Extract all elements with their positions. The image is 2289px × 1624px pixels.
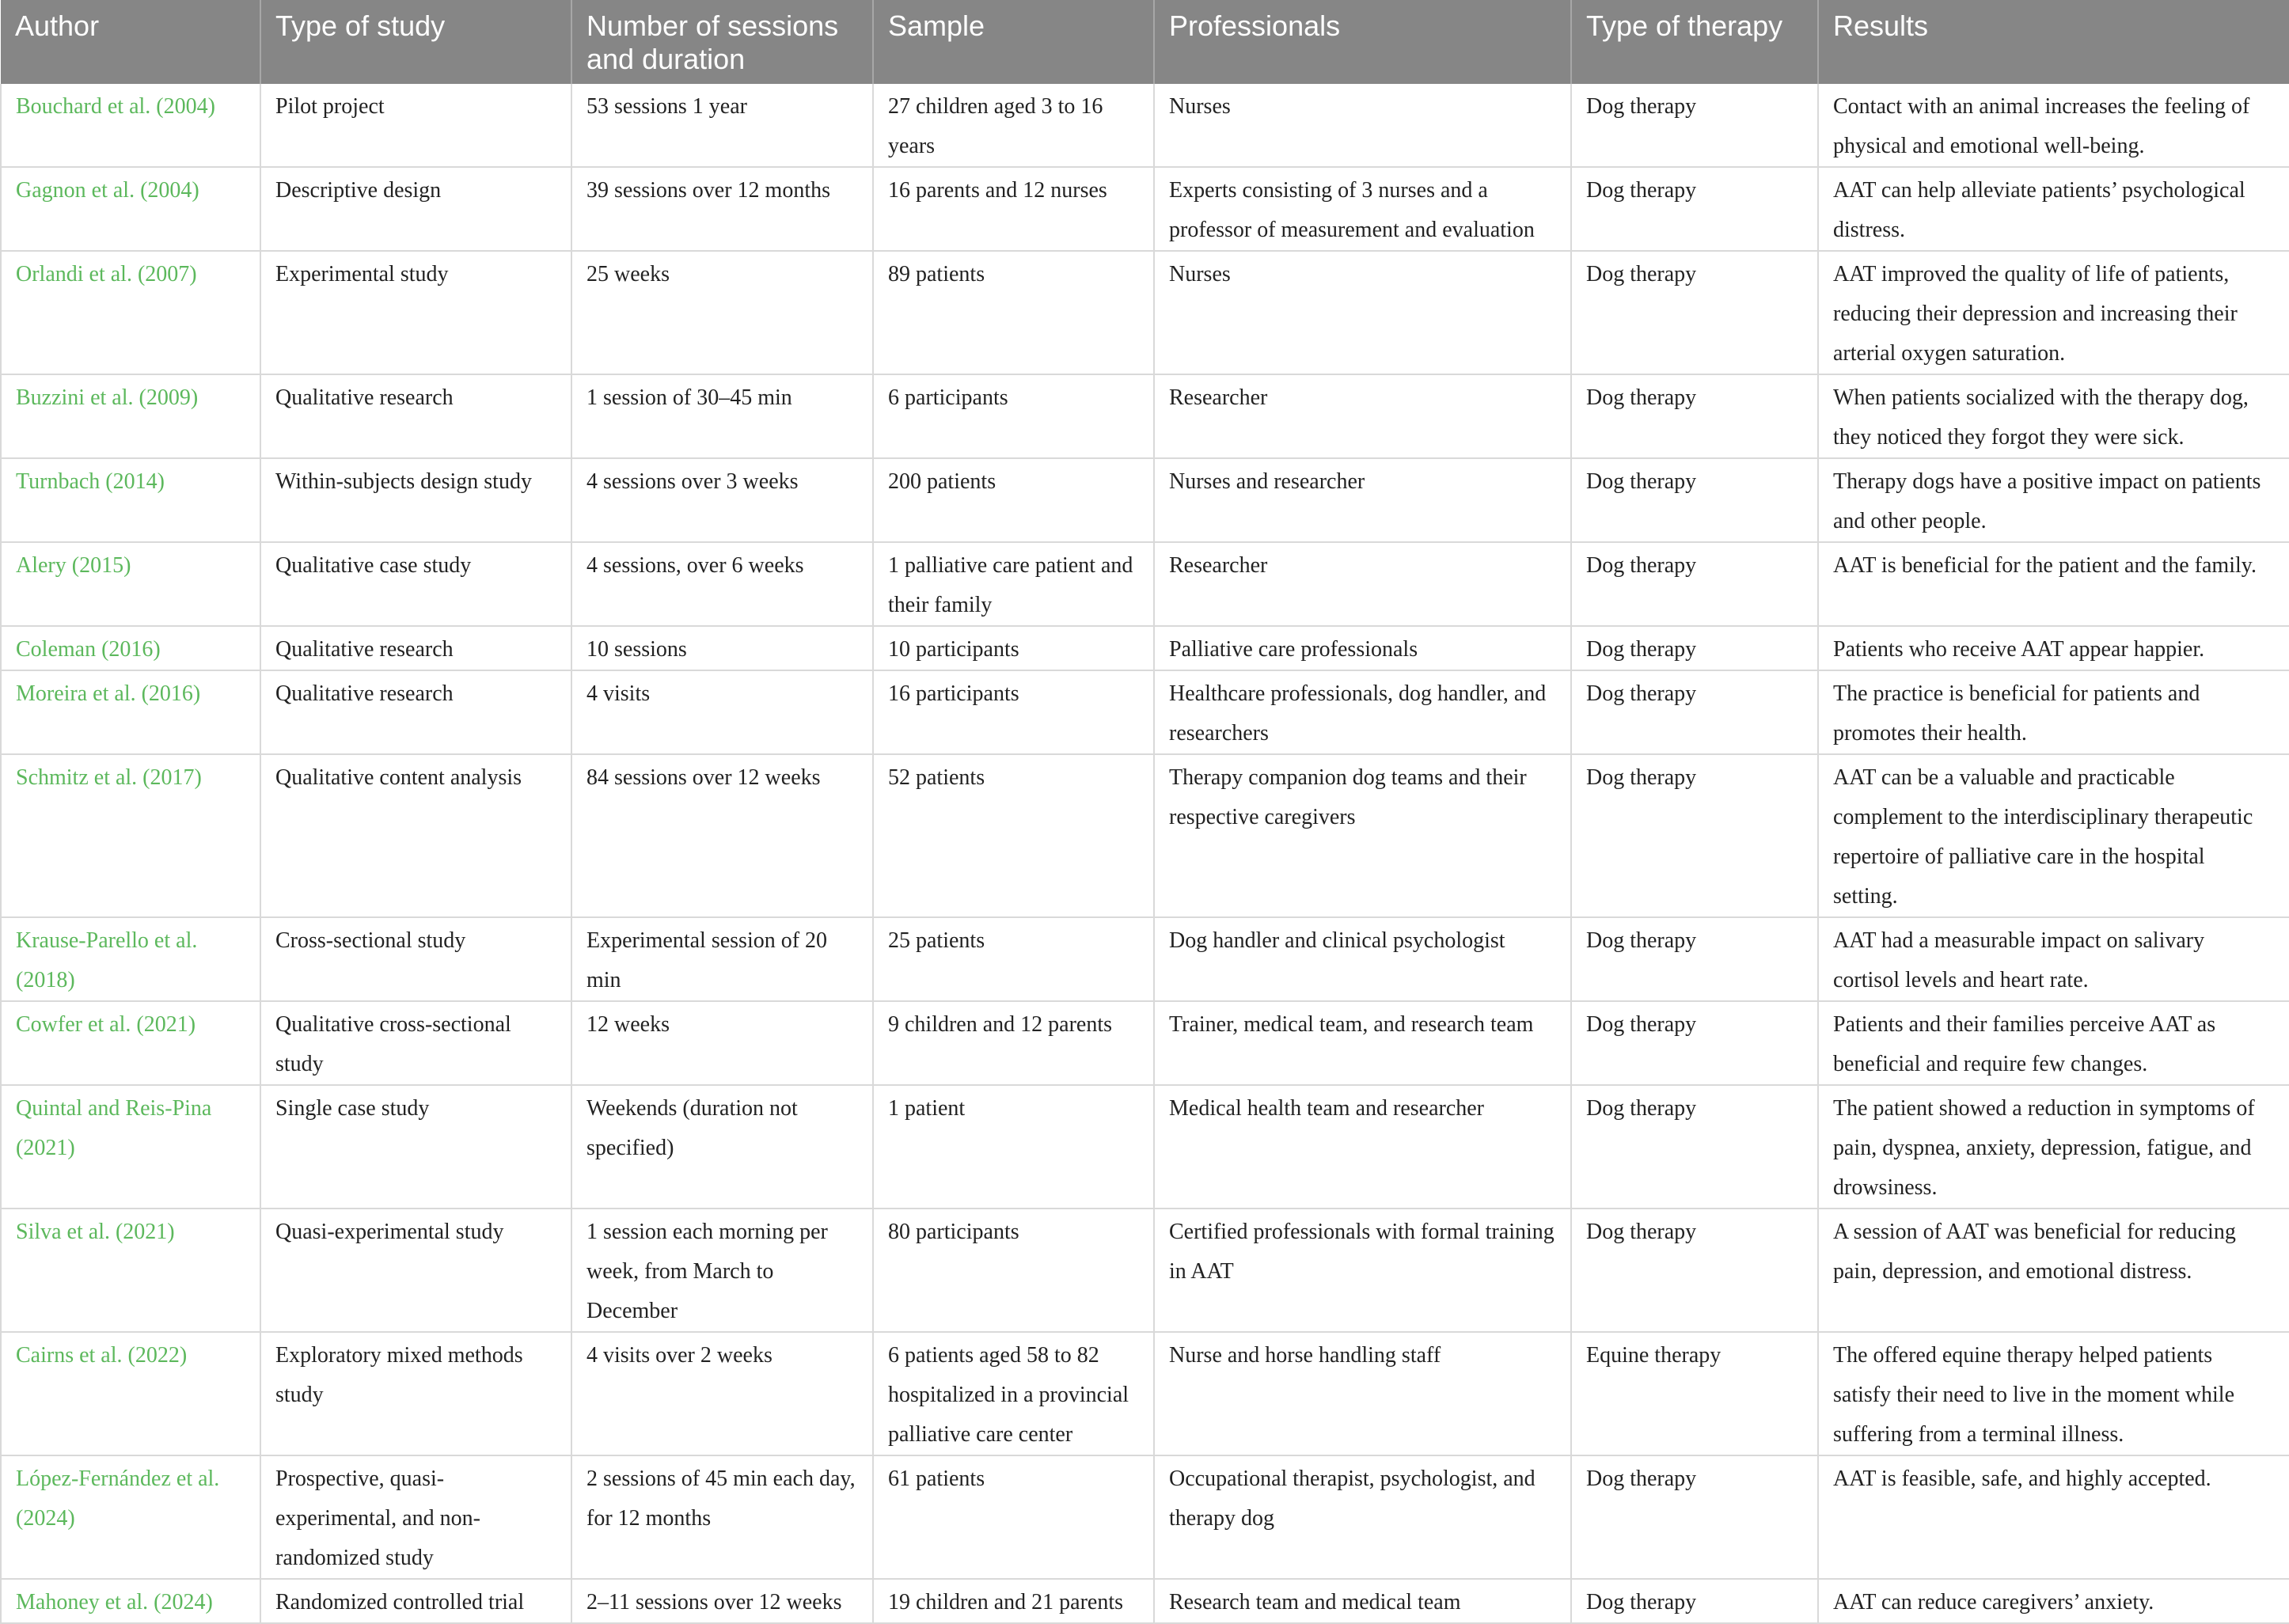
sample-cell: 52 patients (873, 754, 1154, 917)
type-of-therapy-cell: Dog therapy (1571, 167, 1818, 251)
column-header-results: Results (1818, 0, 2289, 84)
sessions-duration-cell: 12 weeks (571, 1001, 873, 1085)
type-of-study-cell: Qualitative cross-sectional study (260, 1001, 571, 1085)
table-row (1, 542, 2289, 626)
sessions-duration-cell: Weekends (duration not specified) (571, 1085, 873, 1209)
table-row (1, 754, 2289, 917)
professionals-cell: Occupational therapist, psychologist, and therapy dog (1154, 1455, 1571, 1579)
results-cell: AAT can help alleviate patients’ psychological distress. (1818, 167, 2289, 251)
results-cell: AAT can be a valuable and practicable complement to the interdisciplinary therapeutic repertoire of palliative care in the hospital setting. (1818, 754, 2289, 917)
table-row (1, 167, 2289, 251)
sample-cell: 10 participants (873, 626, 1154, 670)
results-cell: A session of AAT was beneficial for reducing pain, depression, and emotional distress. (1818, 1209, 2289, 1332)
type-of-study-cell: Qualitative research (260, 374, 571, 458)
type-of-study-cell: Experimental study (260, 251, 571, 374)
table-row (1, 626, 2289, 670)
author-cell[interactable]: Quintal and Reis-Pina (2021) (1, 1085, 260, 1209)
sessions-duration-cell: 2–11 sessions over 12 weeks (571, 1579, 873, 1623)
professionals-cell: Experts consisting of 3 nurses and a professor of measurement and evaluation (1154, 167, 1571, 251)
type-of-therapy-cell: Dog therapy (1571, 84, 1818, 167)
results-cell: Patients and their families perceive AAT as beneficial and require few changes. (1818, 1001, 2289, 1085)
results-cell: Therapy dogs have a positive impact on patients and other people. (1818, 458, 2289, 542)
sample-cell: 25 patients (873, 917, 1154, 1001)
column-header-sample: Sample (873, 0, 1154, 84)
type-of-study-cell: Qualitative research (260, 670, 571, 754)
sessions-duration-cell: 10 sessions (571, 626, 873, 670)
sample-cell: 89 patients (873, 251, 1154, 374)
author-cell[interactable]: Cowfer et al. (2021) (1, 1001, 260, 1085)
table-row (1, 1209, 2289, 1332)
professionals-cell: Trainer, medical team, and research team (1154, 1001, 1571, 1085)
type-of-therapy-cell: Dog therapy (1571, 670, 1818, 754)
sessions-duration-cell: 4 sessions, over 6 weeks (571, 542, 873, 626)
sample-cell: 1 palliative care patient and their family (873, 542, 1154, 626)
type-of-therapy-cell: Dog therapy (1571, 1001, 1818, 1085)
author-cell[interactable]: Cairns et al. (2022) (1, 1332, 260, 1455)
professionals-cell: Dog handler and clinical psychologist (1154, 917, 1571, 1001)
column-header-type-of-study: Type of study (260, 0, 571, 84)
author-cell[interactable]: Silva et al. (2021) (1, 1209, 260, 1332)
author-cell[interactable]: Buzzini et al. (2009) (1, 374, 260, 458)
author-cell[interactable]: Schmitz et al. (2017) (1, 754, 260, 917)
type-of-study-cell: Cross-sectional study (260, 917, 571, 1001)
sessions-duration-cell: 84 sessions over 12 weeks (571, 754, 873, 917)
professionals-cell: Therapy companion dog teams and their respective caregivers (1154, 754, 1571, 917)
results-cell: The practice is beneficial for patients and promotes their health. (1818, 670, 2289, 754)
type-of-therapy-cell: Dog therapy (1571, 251, 1818, 374)
table-row (1, 84, 2289, 167)
sample-cell: 6 participants (873, 374, 1154, 458)
results-cell: Patients who receive AAT appear happier. (1818, 626, 2289, 670)
professionals-cell: Healthcare professionals, dog handler, and researchers (1154, 670, 1571, 754)
type-of-study-cell: Single case study (260, 1085, 571, 1209)
table-body (1, 84, 2289, 1623)
type-of-study-cell: Within-subjects design study (260, 458, 571, 542)
sample-cell: 16 parents and 12 nurses (873, 167, 1154, 251)
author-cell[interactable]: Bouchard et al. (2004) (1, 84, 260, 167)
type-of-study-cell: Descriptive design (260, 167, 571, 251)
results-cell: The patient showed a reduction in symptoms of pain, dyspnea, anxiety, depression, fatigue, and drowsiness. (1818, 1085, 2289, 1209)
results-cell: The offered equine therapy helped patients satisfy their need to live in the moment while suffering from a terminal illness. (1818, 1332, 2289, 1455)
sample-cell: 80 participants (873, 1209, 1154, 1332)
sessions-duration-cell: 1 session of 30–45 min (571, 374, 873, 458)
type-of-therapy-cell: Dog therapy (1571, 458, 1818, 542)
table-row (1, 1001, 2289, 1085)
author-cell[interactable]: Turnbach (2014) (1, 458, 260, 542)
professionals-cell: Palliative care professionals (1154, 626, 1571, 670)
type-of-study-cell: Qualitative case study (260, 542, 571, 626)
sample-cell: 6 patients aged 58 to 82 hospitalized in a provincial palliative care center (873, 1332, 1154, 1455)
table-row (1, 917, 2289, 1001)
type-of-therapy-cell: Equine therapy (1571, 1332, 1818, 1455)
results-cell: When patients socialized with the therapy dog, they noticed they forgot they were sick. (1818, 374, 2289, 458)
professionals-cell: Researcher (1154, 374, 1571, 458)
professionals-cell: Certified professionals with formal training in AAT (1154, 1209, 1571, 1332)
table-row (1, 670, 2289, 754)
type-of-therapy-cell: Dog therapy (1571, 542, 1818, 626)
type-of-therapy-cell: Dog therapy (1571, 1209, 1818, 1332)
header-row (1, 0, 2289, 84)
sessions-duration-cell: Experimental session of 20 min (571, 917, 873, 1001)
professionals-cell: Researcher (1154, 542, 1571, 626)
sessions-duration-cell: 4 visits over 2 weeks (571, 1332, 873, 1455)
type-of-study-cell: Prospective, quasi-experimental, and non-randomized study (260, 1455, 571, 1579)
sample-cell: 16 participants (873, 670, 1154, 754)
sample-cell: 200 patients (873, 458, 1154, 542)
author-cell[interactable]: Krause-Parello et al. (2018) (1, 917, 260, 1001)
author-cell[interactable]: Alery (2015) (1, 542, 260, 626)
type-of-therapy-cell: Dog therapy (1571, 1455, 1818, 1579)
type-of-study-cell: Qualitative content analysis (260, 754, 571, 917)
professionals-cell: Nurses (1154, 251, 1571, 374)
sessions-duration-cell: 53 sessions 1 year (571, 84, 873, 167)
results-cell: Contact with an animal increases the feeling of physical and emotional well-being. (1818, 84, 2289, 167)
type-of-therapy-cell: Dog therapy (1571, 754, 1818, 917)
sessions-duration-cell: 4 visits (571, 670, 873, 754)
column-header-sessions-duration: Number of sessions and duration (571, 0, 873, 84)
type-of-study-cell: Pilot project (260, 84, 571, 167)
author-cell[interactable]: Orlandi et al. (2007) (1, 251, 260, 374)
type-of-therapy-cell: Dog therapy (1571, 1579, 1818, 1623)
author-cell[interactable]: Gagnon et al. (2004) (1, 167, 260, 251)
results-cell: AAT had a measurable impact on salivary cortisol levels and heart rate. (1818, 917, 2289, 1001)
type-of-study-cell: Exploratory mixed methods study (260, 1332, 571, 1455)
table-row (1, 251, 2289, 374)
type-of-therapy-cell: Dog therapy (1571, 374, 1818, 458)
results-cell: AAT is beneficial for the patient and the family. (1818, 542, 2289, 626)
results-cell: AAT can reduce caregivers’ anxiety. (1818, 1579, 2289, 1623)
sample-cell: 19 children and 21 parents (873, 1579, 1154, 1623)
column-header-professionals: Professionals (1154, 0, 1571, 84)
professionals-cell: Research team and medical team (1154, 1579, 1571, 1623)
type-of-study-cell: Randomized controlled trial (260, 1579, 571, 1623)
column-header-author: Author (1, 0, 260, 84)
type-of-study-cell: Quasi-experimental study (260, 1209, 571, 1332)
author-cell[interactable]: Mahoney et al. (2024) (1, 1579, 260, 1623)
professionals-cell: Nurse and horse handling staff (1154, 1332, 1571, 1455)
author-cell[interactable]: Coleman (2016) (1, 626, 260, 670)
column-header-type-of-therapy: Type of therapy (1571, 0, 1818, 84)
table-row (1, 458, 2289, 542)
sample-cell: 27 children aged 3 to 16 years (873, 84, 1154, 167)
results-cell: AAT improved the quality of life of patients, reducing their depression and increasing their arterial oxygen saturation. (1818, 251, 2289, 374)
professionals-cell: Nurses (1154, 84, 1571, 167)
table-row (1, 374, 2289, 458)
author-cell[interactable]: López-Fernández et al. (2024) (1, 1455, 260, 1579)
professionals-cell: Nurses and researcher (1154, 458, 1571, 542)
results-cell: AAT is feasible, safe, and highly accepted. (1818, 1455, 2289, 1579)
type-of-study-cell: Qualitative research (260, 626, 571, 670)
sessions-duration-cell: 25 weeks (571, 251, 873, 374)
sessions-duration-cell: 2 sessions of 45 min each day, for 12 months (571, 1455, 873, 1579)
sessions-duration-cell: 1 session each morning per week, from March to December (571, 1209, 873, 1332)
sessions-duration-cell: 39 sessions over 12 months (571, 167, 873, 251)
sample-cell: 1 patient (873, 1085, 1154, 1209)
table-row (1, 1085, 2289, 1209)
type-of-therapy-cell: Dog therapy (1571, 917, 1818, 1001)
table-row (1, 1579, 2289, 1623)
professionals-cell: Medical health team and researcher (1154, 1085, 1571, 1209)
type-of-therapy-cell: Dog therapy (1571, 626, 1818, 670)
sample-cell: 9 children and 12 parents (873, 1001, 1154, 1085)
type-of-therapy-cell: Dog therapy (1571, 1085, 1818, 1209)
table-row (1, 1332, 2289, 1455)
table-row (1, 1455, 2289, 1579)
sample-cell: 61 patients (873, 1455, 1154, 1579)
sessions-duration-cell: 4 sessions over 3 weeks (571, 458, 873, 542)
author-cell[interactable]: Moreira et al. (2016) (1, 670, 260, 754)
